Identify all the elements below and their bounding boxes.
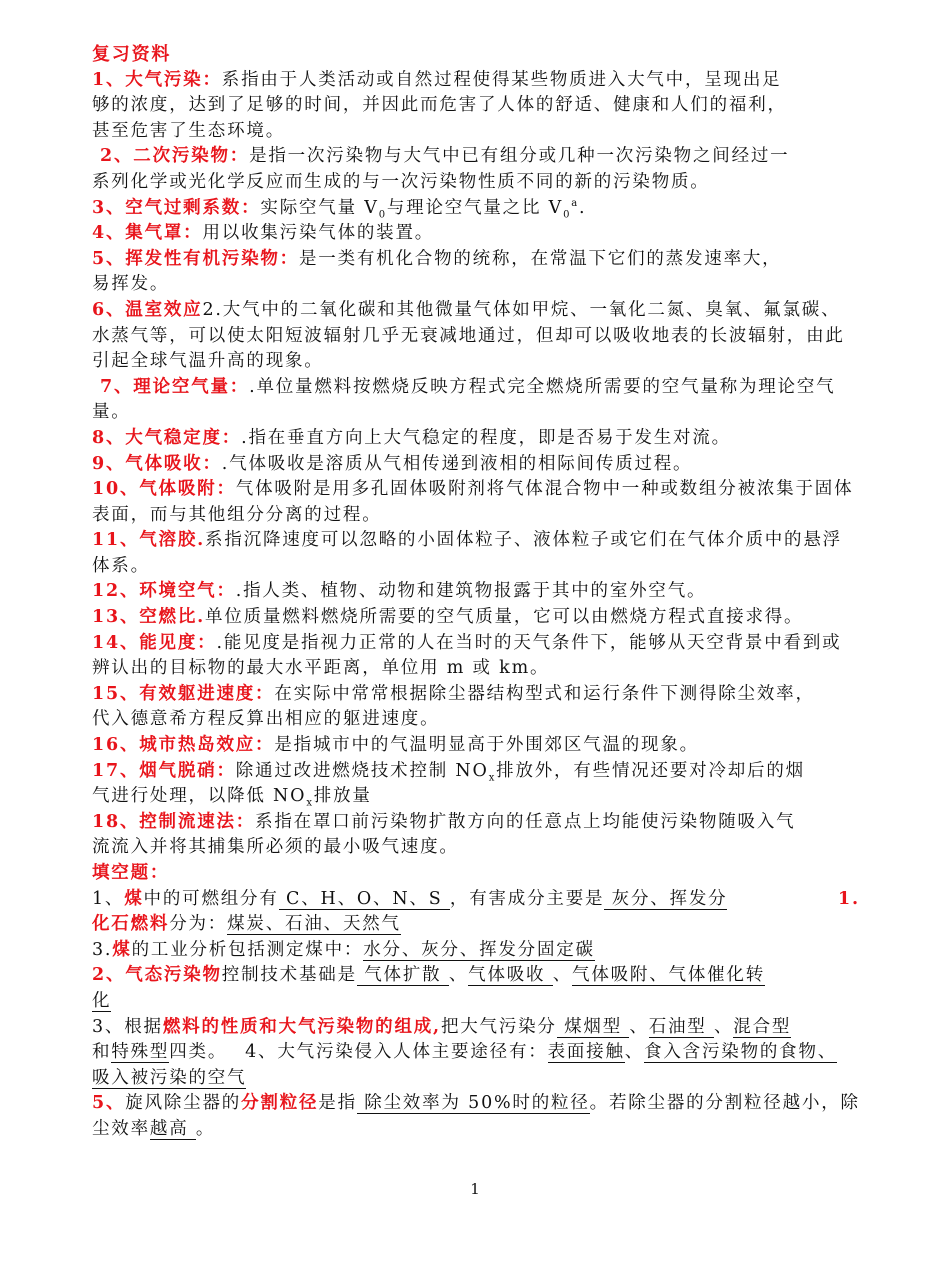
answer-blank: 除尘效率为 50%时的粒径 [356,1093,590,1114]
separator: 、 [401,939,422,960]
definition-text: 易挥发。 [92,274,170,295]
definition-1 [92,68,862,94]
answer-blank: 气体吸附、气体催化转 [572,965,766,986]
definition-text: .气体吸收是溶质从气相传递到液相的相际间传质过程。 [221,453,693,474]
definition-text: 是指城市中的气温明显高于外围郊区气温的现象。 [274,735,699,756]
fill-question-5 [92,1091,862,1117]
document-page [92,42,862,1143]
definition-4 [92,221,862,247]
definition-text: .指在垂直方向上大气稳定的程度，即是否易于发生对流。 [241,427,731,448]
definition-text: 流流入并将其捕集所必须的最小吸气速度。 [92,837,459,858]
subscript: 0 [563,209,572,221]
definition-text: 排放量 [313,786,372,807]
separator: 、 [323,914,343,935]
question-text: 和 [92,1042,112,1063]
separator: 、 [713,1016,734,1037]
definition-3 [92,196,862,222]
term: 9、气体吸收： [92,453,222,474]
answer-blank: 吸入被污染的空气 [92,1067,247,1088]
definition-16 [92,733,862,759]
question-text: 尘效率 [92,1118,150,1139]
definition-text: 气进行处理，以降低 NO [92,786,307,807]
subscript: x [488,772,497,784]
fill-question-1 [92,887,862,913]
question-text: 。若除尘器的分割粒径越小，除 [589,1093,860,1114]
answer-blank: 石油 [285,914,324,935]
answer-blank: 气体扩散 [356,965,449,986]
definition-text: 单位质量燃料燃烧所需要的空气质量，它可以由燃烧方程式直接求得。 [205,607,804,628]
answer-blank: 挥发分固定碳 [479,939,595,960]
question-text: 控制技术基础是 [221,965,357,986]
term: 1、大气污染： [92,69,222,90]
term: 16、城市热岛效应： [92,735,275,756]
definition-text: 辨认出的目标物的最大水平距离，单位用 m 或 km。 [92,658,550,679]
definition-text: .能见度是指视力正常的人在当时的天气条件下，能够从天空背景中看到或 [216,632,842,653]
question-text: 四类。 [169,1042,228,1063]
definition-11 [92,528,862,554]
page-number: 1 [470,1180,480,1198]
answer-blank: 食入含污染物的食物、 [644,1042,838,1063]
fill-question-3b [92,1015,862,1041]
question-text: 分为： [169,914,228,935]
definition-text: .单位量燃料按燃烧反映方程式完全燃烧所需要的空气量称为理论空气 [249,376,836,397]
answer-blank: 化 [92,990,112,1011]
definition-text: 体系。 [92,555,150,576]
definition-text: 系指沉降速度可以忽略的小固体粒子、液体粒子或它们在气体介质中的悬浮 [205,530,842,551]
definition-text: 系列化学或光化学反应而生成的与一次污染物性质不同的新的污染物质。 [92,171,710,192]
answer-blank: 气体吸收 [468,965,553,986]
term: 12、环境空气： [92,581,236,602]
definition-text: . [579,197,587,218]
definition-text: 够的浓度，达到了足够的时间，并因此而危害了人体的舒适、健康和人们的福利， [92,95,787,116]
question-text: 。 [195,1118,216,1139]
definition-7 [92,375,862,401]
separator: 、 [629,1016,649,1037]
separator: 、 [552,965,573,986]
answer-blank: 特殊型 [111,1042,170,1063]
term: 15、有效躯进速度： [92,683,275,704]
definition-text: 水蒸气等，可以使太阳短波辐射几乎无衰减地通过，但却可以吸收地表的长波辐射，由此 [92,325,845,346]
definition-text: 气体吸附是用多孔固体吸附剂将气体混合物中一种或数组分被浓集于固体 [235,479,854,500]
question-number: 1、 [92,888,125,909]
term: 6、温室效应 [92,299,203,320]
definition-2 [92,144,862,170]
subscript: 0 [378,209,387,221]
question-text: 中的可燃组分有 [143,888,279,909]
question-text: 的工业分析包括测定煤中： [131,939,364,960]
fill-question-5-cont [92,1117,862,1143]
fill-question-4 [92,1040,862,1066]
term: 7、理论空气量： [100,376,250,397]
definition-17-cont [92,784,862,810]
term: 3、空气过剩系数： [92,197,261,218]
question-number: 3. [92,939,113,960]
term: 8、大气稳定度： [92,427,242,448]
answer-blank: 灰分 [421,939,460,960]
separator: 、 [624,1042,645,1063]
answer-blank: 煤炭 [227,914,266,935]
fill-question-2-cont [92,989,862,1015]
question-text: 把大气污染分 [440,1016,557,1037]
term: 10、气体吸附： [92,479,236,500]
question-text: 是指 [318,1093,357,1114]
separator: 、 [448,965,469,986]
definition-text: 系指由于人类活动或自然过程使得某些物质进入大气中，呈现出足 [221,69,782,90]
definition-18 [92,810,862,836]
keyword: 煤 [112,939,132,960]
answer-blank: 水分 [363,939,402,960]
definition-text: 排放外，有些情况还要对冷却后的烟 [496,760,805,781]
term: 14、能见度： [92,632,217,653]
definition-9 [92,452,862,478]
term: 13、空燃比. [92,607,206,628]
keyword: 化石燃料 [92,914,170,935]
keyword: 燃料的性质和大气污染物的组成, [162,1016,441,1037]
definition-10 [92,477,862,503]
definition-15 [92,682,862,708]
definition-text: 是一类有机化合物的统称，在常温下它们的蒸发速率大， [298,248,782,269]
answer-blank: 天然气 [342,914,401,935]
fill-question-1b [92,912,862,938]
answer-blank: 越高 [149,1118,196,1139]
subscript: x [306,797,314,809]
keyword: 分割粒径 [241,1093,319,1114]
fill-question-3 [92,938,862,964]
definition-14 [92,631,862,657]
answer-blank: 石油型 [648,1016,714,1037]
definition-text: 是指一次污染物与大气中已有组分或几种一次污染物之间经过一 [249,146,790,167]
question-number: 1. [838,888,860,909]
term: 11、气溶胶. [92,530,206,551]
answer-blank: 混合型 [733,1016,792,1037]
definition-text: 系指在罩口前污染物扩散方向的任意点上均能使污染物随吸入气 [255,811,796,832]
answer-blank: 表面接触 [547,1042,625,1063]
answer-blank: 煤烟型 [556,1016,630,1037]
fill-question-2 [92,963,862,989]
definition-text: 量。 [92,402,131,423]
question-text: 3、根据 [92,1016,163,1037]
question-text: ，有害成分主要是 [449,888,605,909]
definition-text: 在实际中常常根据除尘器结构型式和运行条件下测得除尘效率， [274,683,815,704]
definition-6 [92,298,862,324]
definition-text: 表面，而与其他组分分离的过程。 [92,504,382,525]
definition-text: 实际空气量 V [260,197,379,218]
question-text: 4、大气污染侵入人体主要途径有： [245,1042,548,1063]
separator: 、 [459,939,480,960]
question-text: 旋风除尘器的 [125,1093,242,1114]
term: 2、二次污染物： [100,146,250,167]
definition-5 [92,247,862,273]
definition-12 [92,579,862,605]
superscript: a [571,197,580,209]
separator: 、 [265,914,286,935]
page-title: 复习资料 [92,44,172,65]
definition-text: 代入德意希方程反算出相应的躯进速度。 [92,709,440,730]
definition-text: 2.大气中的二氧化碳和其他微量气体如甲烷、一氧化二氮、臭氧、氟氯碳、 [202,299,841,320]
question-number: 5、 [92,1093,126,1114]
definition-text: 除通过改进燃烧技术控制 NO [235,760,489,781]
term: 18、控制流速法： [92,811,256,832]
keyword: 煤 [124,888,144,909]
definition-text: 与理论空气量之比 V [386,197,564,218]
definition-17 [92,759,862,785]
definition-text: .指人类、植物、动物和建筑物报露于其中的室外空气。 [235,581,707,602]
section-heading: 填空题： [92,863,170,883]
term: 5、挥发性有机污染物： [92,248,299,269]
answer-blank: 灰分、挥发分 [604,888,728,909]
definition-13 [92,605,862,631]
definition-8 [92,426,862,452]
term: 4、集气罩： [92,223,203,244]
definition-text: 甚至危害了生态环境。 [92,120,285,141]
definition-text: 用以收集污染气体的装置。 [202,223,435,244]
answer-blank: C、H、O、N、S [278,888,450,909]
keyword: 2、气态污染物 [92,965,222,986]
term: 17、烟气脱硝： [92,760,236,781]
fill-question-4-cont [92,1066,862,1092]
definition-text: 引起全球气温升高的现象。 [92,351,324,372]
